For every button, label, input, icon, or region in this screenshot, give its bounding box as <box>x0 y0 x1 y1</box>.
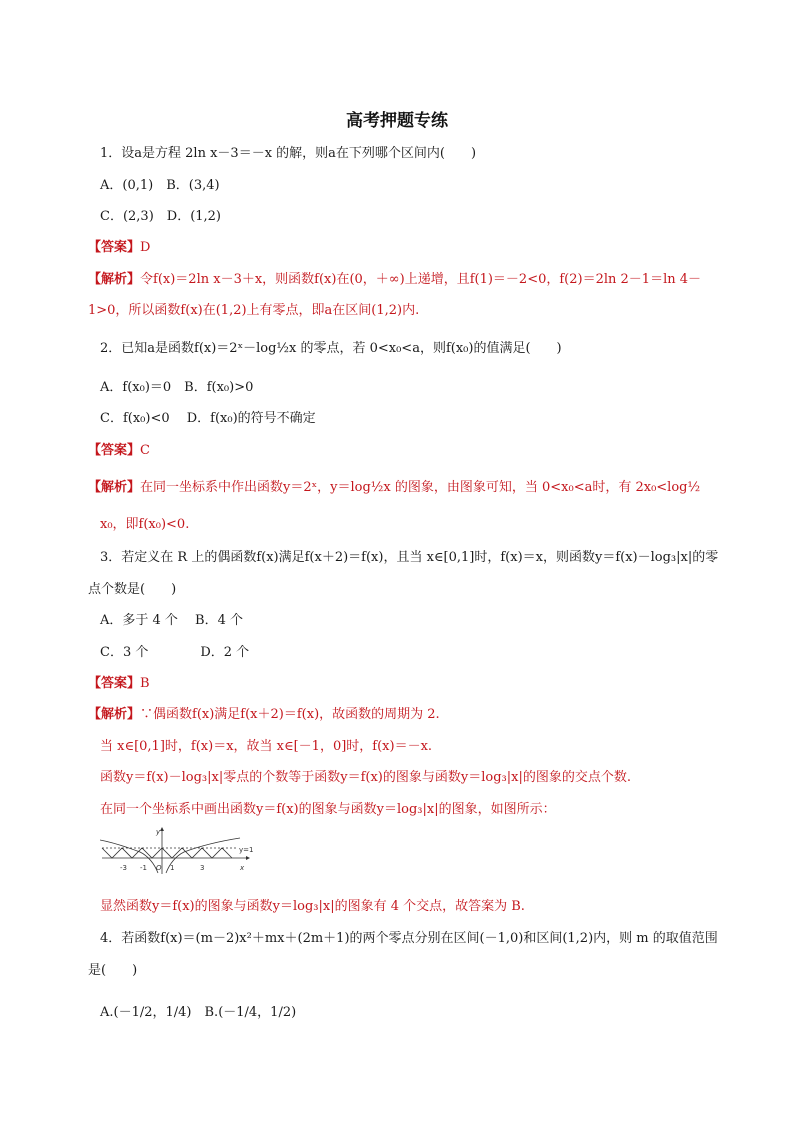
q1-options-cd: C．(2,3) D．(1,2) <box>100 209 222 224</box>
line-y1-label: y=1 <box>239 846 254 854</box>
q2-analysis-1: 在同一坐标系中作出函数y＝2ˣ，y＝log½x 的图象，由图象可知，当 0<x₀<a时，有 2x₀<log½ <box>140 480 701 495</box>
q1-options-ab: A．(0,1) B．(3,4) <box>100 178 220 193</box>
q3-analysis-2: 当 x∈[0,1]时，f(x)＝x，故当 x∈[－1，0]时，f(x)＝－x. <box>100 739 433 754</box>
q3-answer-line <box>88 674 150 694</box>
tick-label: -3 <box>120 864 127 872</box>
q2-answer: C <box>140 443 150 458</box>
q1-analysis-1: 令f(x)＝2ln x－3＋x，则函数f(x)在(0，＋∞)上递增，且f(1)＝－2<0，f(2)＝2ln 2－1＝ln 4－ <box>140 272 701 287</box>
q4-stem-2: 是( ) <box>88 963 138 978</box>
answer-tag: 【答案】 <box>88 240 141 255</box>
q3-analysis-5: 显然函数y＝f(x)的图象与函数y＝log₃|x|的图象有 4 个交点，故答案为 B. <box>100 899 525 914</box>
q2-analysis-line <box>88 478 700 498</box>
q4-options-ab: A.(－1/2，1/4) B.(－1/4，1/2) <box>100 1005 297 1020</box>
q1-answer: D <box>140 240 151 255</box>
q2-analysis-2: x₀，即f(x₀)<0. <box>100 517 190 532</box>
axis-x-label: x <box>240 864 245 872</box>
q3-answer: B <box>140 676 150 691</box>
tick-label: 3 <box>200 864 205 872</box>
q3-analysis-line <box>88 705 440 725</box>
q1-answer-line <box>88 238 150 258</box>
q3-options-ab: A．多于 4 个 B．4 个 <box>100 613 244 628</box>
q2-stem: 2．已知a是函数f(x)＝2ˣ－log½x 的零点，若 0<x₀<a，则f(x₀)的值满足( ) <box>100 341 562 356</box>
f-of-x-curve <box>102 848 232 858</box>
q2-options-cd: C．f(x₀)<0 D．f(x₀)的符号不确定 <box>100 411 316 426</box>
page-title: 高考押题专练 <box>346 111 448 131</box>
q3-stem-1: 3．若定义在 R 上的偶函数f(x)满足f(x＋2)＝f(x)，且当 x∈[0,1]时，f(x)＝x，则函数y＝f(x)－log₃|x|的零 <box>100 550 719 565</box>
answer-tag: 【答案】 <box>88 676 141 691</box>
q3-analysis-1: ∵偶函数f(x)满足f(x＋2)＝f(x)，故函数的周期为 2. <box>140 707 440 722</box>
log-curve-left <box>100 840 158 873</box>
answer-tag: 【答案】 <box>88 443 141 458</box>
q3-options-cd: C．3 个 D．2 个 <box>100 645 250 660</box>
y-axis-arrow-icon <box>160 827 164 831</box>
analysis-tag: 【解析】 <box>88 707 141 722</box>
q1-stem: 1．设a是方程 2ln x－3＝－x 的解，则a在下列哪个区间内( ) <box>100 146 477 161</box>
q2-answer-line <box>88 441 150 461</box>
x-axis-arrow-icon <box>246 856 250 860</box>
origin-label: O <box>156 864 162 872</box>
analysis-tag: 【解析】 <box>88 272 141 287</box>
q3-analysis-3: 函数y＝f(x)－log₃|x|零点的个数等于函数y＝f(x)的图象与函数y＝log₃|x|的图象的交点个数. <box>100 770 631 785</box>
q3-function-graph <box>100 826 270 876</box>
analysis-tag: 【解析】 <box>88 480 141 495</box>
tick-label: 1 <box>170 864 175 872</box>
tick-label: -1 <box>140 864 147 872</box>
q3-stem-2: 点个数是( ) <box>88 582 177 597</box>
q3-analysis-4: 在同一个坐标系中画出函数y＝f(x)的图象与函数y＝log₃|x|的图象，如图所示： <box>100 802 556 817</box>
q1-analysis-2: 1>0，所以函数f(x)在(1,2)上有零点，即a在区间(1,2)内. <box>88 303 420 318</box>
axis-y-label: y <box>156 828 161 836</box>
q1-analysis-line <box>88 270 701 290</box>
q2-options-ab: A．f(x₀)＝0 B．f(x₀)>0 <box>100 380 254 395</box>
q4-stem-1: 4．若函数f(x)＝(m－2)x²＋mx＋(2m＋1)的两个零点分别在区间(－1,0)和区间(1,2)内，则 m 的取值范围 <box>100 931 718 946</box>
